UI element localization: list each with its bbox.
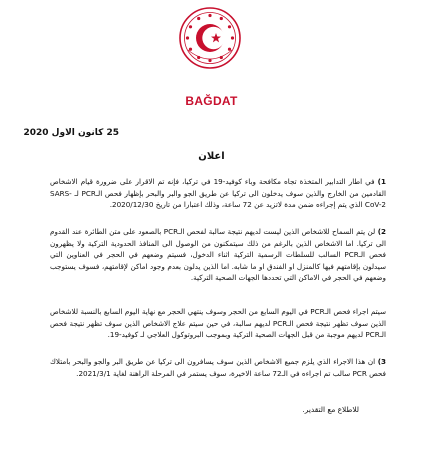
organization-name: BAĞDAT [185,94,238,108]
notice-title: اعلان [198,151,225,162]
paragraph-number: 3) [377,357,386,366]
paragraph-text: ان هذا الاجراء الذي يلزم جميع الاشخاص الذين سوف يسافرون الى تركيا عن طريق البر والجو والبحر بامتلاك فحص PCR سالب تم اجراءه في الـ72 ساعة الاخيرة، سوف يستمر في المرحلة الراهنة لغاية 2021/3/1. [50,357,386,378]
paragraph-1 [50,176,386,211]
document-date: 25 كانون الاول 2020 [23,128,119,138]
paragraph-text: في اطار التدابير المتخذة تجاه مكافحة وباء كوفيد-19 في تركيا، فإنه تم الاقرار على ضرورة قيام الاشخاص القادمين من الخارج والذين سوف يدخلون الى تركيا عن طريق الجو والبر والبحر بإظهار فحص الـPCR لـ SARS-CoV-2 الذي يتم إجراءه ضمن مدة لاتزيد عن 72 ساعة، وذلك اعتبارا من تاريخ 2020/12/30. [50,177,386,209]
paragraph-number: 1) [377,177,386,186]
paragraph-text: لن يتم السماح للاشخاص الذين ليست لديهم نتيجة سالبة لفحص الـPCR بالصعود على متن الطائرة عند القدوم الى تركيا. اما الاشخاص الذين بالرغم من ذلك سيتمكنون من الوصول الى المنافذ الحدودية التركية ولا يظهرون فحص الـPCR السالب للسلطات الرسمية التركية اثناء الدخول، فسيتم وضعهم في الحجر في العناوين التي سيدلون بإقامتهم فيها كالمنزل او الفندق او ما شابه. اما الذين يدلون بعدم وجود اماكن لإقامتهم، فسوف يستوجب وضعهم في الحجر في الاماكن التي تحددها الجهات الصحية التركية. [50,227,386,282]
turkish-state-seal-icon [178,6,242,70]
paragraph-number: 2) [377,227,387,236]
paragraph-2-continued [50,306,386,341]
paragraph-text: سيتم اجراء فحص الـPCR في اليوم السابع من الحجر وسوف ينتهي الحجر مع نهاية اليوم السابع بالنسبة للاشخاص الذين سوف تظهر نتيجة فحص الـPCR لديهم سالبة، في حين سيتم علاج الاشخاص الذين سوف تظهر نتيجة فحص الـPCR لديهم موجبة من قبل الجهات الصحية التركية وبموجب البروتوكول العلاجي لـ كوفيد-19. [50,307,386,339]
paragraph-2 [50,226,386,284]
paragraph-3 [50,356,386,379]
closing-line: للاطلاع مع التقدير. [302,405,359,414]
